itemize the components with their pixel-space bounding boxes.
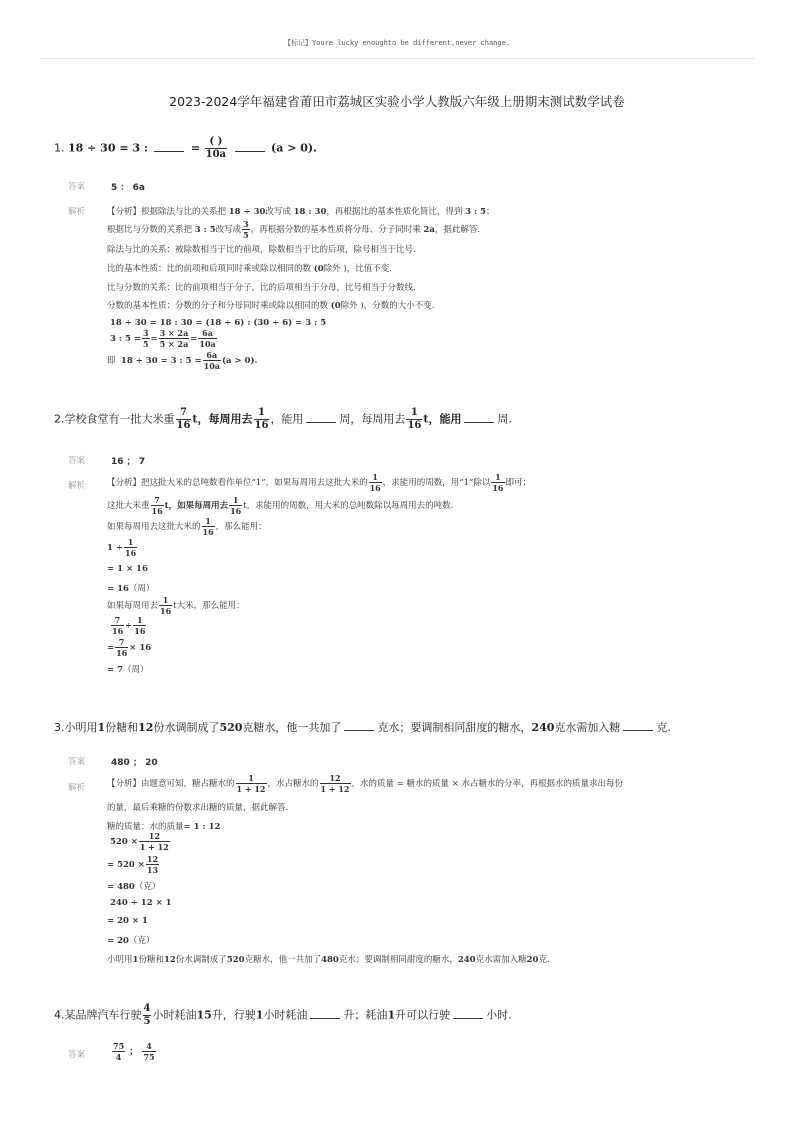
analysis-line: 小明用1份糖和12份水调制成了520克糖水，他一共加了480克水；要调制相同甜度的糖水，240克水需加入糖20克. bbox=[107, 955, 550, 965]
answer-blank[interactable] bbox=[306, 414, 336, 423]
header-divider bbox=[40, 58, 754, 59]
analysis-line: 分数的基本性质：分数的分子和分母同时乘或除以相同的数 (0除外 )，分数的大小不变. bbox=[107, 301, 435, 311]
analysis-equation: = 480（克） bbox=[107, 882, 161, 892]
answer-blank[interactable] bbox=[344, 722, 374, 731]
condition: (a > 0). bbox=[271, 141, 317, 155]
answer-blank[interactable] bbox=[310, 1010, 340, 1019]
fraction: $\frac{( )}{10a}$ bbox=[205, 136, 227, 160]
analysis-line: 比的基本性质：比的前项和后项同时乘或除以相同的数 (0除外 )，比值不变. bbox=[107, 264, 392, 274]
answer-blank[interactable] bbox=[464, 414, 494, 423]
answer-blank[interactable] bbox=[453, 1010, 483, 1019]
analysis-line: 根据比与分数的关系把 3 : 5改写成 $\frac{3}{5}$ ，再根据分数的基本性质将分母、分子同时乘 2a，据此解答. bbox=[107, 219, 481, 240]
answer-label: 答案 bbox=[68, 757, 86, 767]
analysis-label: 解析 bbox=[68, 207, 86, 217]
analysis-line: 【分析】把这批大米的总吨数看作单位“1”，如果每周用去这批大米的 $\frac{1}{16}$ ，求能用的周数，用“1”除以 $\frac{1}{16}$ 即可； bbox=[107, 472, 532, 493]
question-4: 4.某品牌汽车行驶 $\frac{4}{5}$ 小时耗油15升，行驶1小时耗油 升；耗油1升可以行驶 小时. bbox=[54, 1003, 512, 1027]
analysis-line: 如果每周用去这批大米的 $\frac{1}{16}$ ，那么能用： bbox=[107, 516, 267, 537]
analysis-line: 除法与比的关系：被除数相当于比的前项，除数相当于比的后项，除号相当于比号. bbox=[107, 245, 416, 255]
answer-label: 答案 bbox=[68, 1050, 86, 1060]
question-3: 3.小明用1份糖和12份水调制成了520克糖水，他一共加了 克水；要调制相同甜度的糖水，240克水需加入糖 克. bbox=[54, 721, 671, 734]
answer-value: $\frac{75}{4}$ ； $\frac{4}{75}$ bbox=[113, 1041, 155, 1062]
analysis-equation: = 1 × 16 bbox=[107, 564, 148, 574]
analysis-line: 【分析】根据除法与比的关系把 18 ÷ 30改写成 18 : 30，再根据比的基本性质化简比，得到 3 : 5； bbox=[107, 207, 495, 217]
answer-value: 5 ： 6a bbox=[111, 183, 145, 193]
analysis-equation: 即 18 ÷ 30 = 3 : 5 = $\frac{6a}{10a}$ (a > 0). bbox=[107, 350, 258, 371]
analysis-equation: = 20（克） bbox=[107, 936, 155, 946]
analysis-equation: = $\frac{7}{16}$ × 16 bbox=[107, 637, 152, 658]
analysis-equation: = 16（周） bbox=[107, 584, 155, 594]
analysis-line: 比与分数的关系：比的前项相当于分子，比的后项相当于分母，比号相当于分数线. bbox=[107, 283, 416, 293]
answer-blank[interactable] bbox=[623, 722, 653, 731]
answer-value: 16 ； 7 bbox=[111, 457, 146, 467]
answer-label: 答案 bbox=[68, 456, 86, 466]
question-1 bbox=[54, 137, 317, 160]
answer-blank[interactable] bbox=[235, 143, 265, 152]
analysis-equation: 3 : 5 = $\frac{3}{5}$ = $\frac{3 \times 2a}{5 \times 2a}$ = $\frac{6a}{10a}$ bbox=[110, 328, 216, 349]
question-number: 1. bbox=[54, 141, 65, 155]
analysis-equation: $\frac{7}{16}$ ÷ $\frac{1}{16}$ bbox=[112, 615, 146, 636]
answer-blank[interactable] bbox=[154, 143, 184, 152]
analysis-equation: 520 × $\frac{12}{1 + 12}$ bbox=[110, 831, 169, 852]
question-expression: 18 ÷ 30 = 3 : bbox=[68, 141, 148, 155]
answer-value: 480 ； 20 bbox=[111, 758, 158, 768]
analysis-line: 这批大米重 $\frac{7}{16}$ t，如果每周用去 $\frac{1}{16}$ t，求能用的周数，用大米的总吨数除以每周用去的吨数. bbox=[107, 495, 454, 516]
analysis-equation: = 7（周） bbox=[107, 665, 149, 675]
page-title: 2023-2024学年福建省莆田市荔城区实验小学人教版六年级上册期末测试数学试卷 bbox=[169, 94, 625, 109]
analysis-line: 糖的质量：水的质量= 1 : 12 bbox=[107, 822, 221, 832]
fraction: $\frac{3}{5}$ bbox=[243, 219, 249, 240]
analysis-line: 的量，最后乘糖的份数求出糖的质量，据此解答. bbox=[107, 803, 289, 813]
analysis-equation: 18 ÷ 30 = 18 : 30 = (18 ÷ 6) : (30 ÷ 6) = 3 : 5 bbox=[110, 318, 327, 328]
answer-label: 答案 bbox=[68, 182, 86, 192]
analysis-equation: = 20 × 1 bbox=[107, 916, 148, 926]
analysis-label: 解析 bbox=[68, 783, 86, 793]
analysis-label: 解析 bbox=[68, 481, 86, 491]
analysis-equation: = 520 × $\frac{12}{13}$ bbox=[107, 854, 159, 875]
analysis-line: 如果每周用去 $\frac{1}{16}$ t大米，那么能用： bbox=[107, 595, 245, 616]
analysis-equation: 1 ÷ $\frac{1}{16}$ bbox=[107, 537, 137, 558]
question-2: 2.学校食堂有一批大米重 $\frac{7}{16}$ t，每周用去 $\frac{1}{16}$ ，能用 周，每周用去 $\frac{1}{16}$ t，能用 周. bbox=[54, 407, 512, 431]
analysis-equation: 240 ÷ 12 × 1 bbox=[110, 898, 172, 908]
analysis-line: 【分析】由题意可知，糖占糖水的 $\frac{1}{1 + 12}$ ，水占糖水的 $\frac{12}{1 + 12}$ ，水的质量 = 糖水的质量 × 水占糖水的分率，再根据水的质量求出每份 bbox=[107, 773, 624, 794]
equals-sign: = bbox=[190, 141, 201, 155]
page-header-note: 【标记】Youre lucky enoughto be different,never change. bbox=[283, 39, 511, 47]
